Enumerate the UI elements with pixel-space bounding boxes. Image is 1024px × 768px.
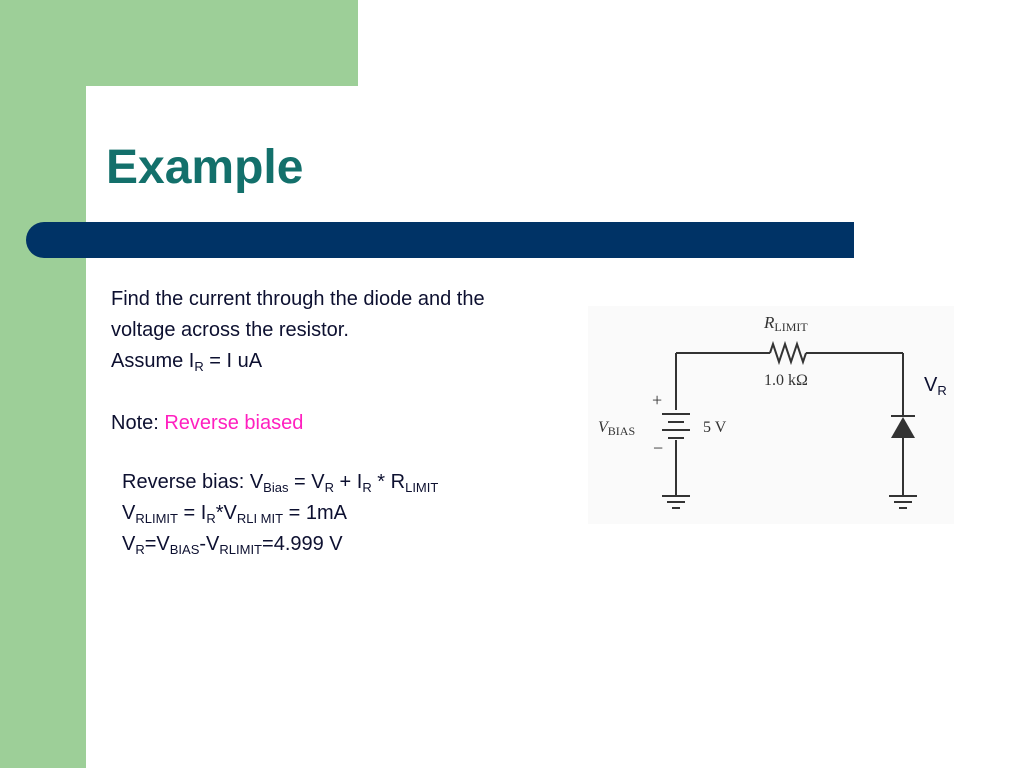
assumption-line bbox=[111, 346, 485, 377]
eq2-text-0: V bbox=[122, 502, 136, 524]
note-line bbox=[111, 408, 485, 439]
eq1-sub-1: Bias bbox=[263, 480, 289, 495]
equations bbox=[122, 467, 438, 560]
eq3-text-1: =V bbox=[144, 533, 170, 555]
equation-vr bbox=[122, 529, 438, 560]
battery-minus: − bbox=[653, 438, 664, 458]
resistor-symbol bbox=[770, 344, 806, 362]
problem-text bbox=[111, 284, 485, 439]
assume-prefix: Assume I bbox=[111, 350, 195, 372]
vr-subscript: R bbox=[937, 383, 947, 398]
battery-plus: + bbox=[652, 390, 663, 410]
eq1-text-0: Reverse bias: V bbox=[122, 471, 264, 493]
eq2-text-1: = I bbox=[177, 502, 207, 524]
eq3-text-2: -V bbox=[199, 533, 220, 555]
diode-symbol bbox=[891, 417, 915, 438]
slide-title: Example bbox=[106, 141, 304, 194]
eq1-text-2: + I bbox=[334, 471, 363, 493]
eq1-sub-4: LIMIT bbox=[405, 480, 439, 495]
equation-reverse-bias bbox=[122, 467, 438, 498]
problem-line-1: Find the current through the diode and the bbox=[111, 288, 485, 310]
title-underline-bar bbox=[26, 222, 854, 258]
assume-suffix: = I uA bbox=[203, 350, 263, 372]
resistor-value: 1.0 kΩ bbox=[764, 372, 808, 389]
eq2-sub-3: RLI MIT bbox=[236, 511, 284, 526]
assume-subscript: R bbox=[194, 359, 204, 374]
vr-label bbox=[924, 374, 947, 397]
eq2-text-2: *V bbox=[215, 502, 237, 524]
problem-line-2: voltage across the resistor. bbox=[111, 319, 349, 341]
note-label: Note: bbox=[111, 412, 165, 434]
eq3-sub-3: RLIMIT bbox=[219, 542, 263, 557]
eq1-text-3: * R bbox=[371, 471, 406, 493]
decor-green-left bbox=[0, 0, 86, 768]
note-value: Reverse biased bbox=[164, 412, 304, 434]
eq3-text-0: V bbox=[122, 533, 136, 555]
eq1-text-1: = V bbox=[288, 471, 325, 493]
eq3-sub-2: BIAS bbox=[169, 542, 200, 557]
eq1-sub-3: R bbox=[362, 480, 372, 495]
eq3-sub-1: R bbox=[135, 542, 145, 557]
eq1-sub-2: R bbox=[324, 480, 334, 495]
blank-line bbox=[111, 377, 485, 408]
equation-vrlimit bbox=[122, 498, 438, 529]
eq2-sub-1: RLIMIT bbox=[135, 511, 178, 526]
source-value: 5 V bbox=[703, 419, 727, 436]
circuit-diagram bbox=[588, 306, 954, 524]
vr-main: V bbox=[924, 374, 938, 396]
source-label: VBIAS bbox=[598, 419, 636, 438]
eq2-sub-2: R bbox=[206, 511, 216, 526]
circuit-svg bbox=[588, 306, 954, 524]
eq2-text-3: = 1mA bbox=[283, 502, 347, 524]
eq3-text-3: =4.999 V bbox=[262, 533, 343, 555]
resistor-label: RLIMIT bbox=[764, 313, 808, 334]
